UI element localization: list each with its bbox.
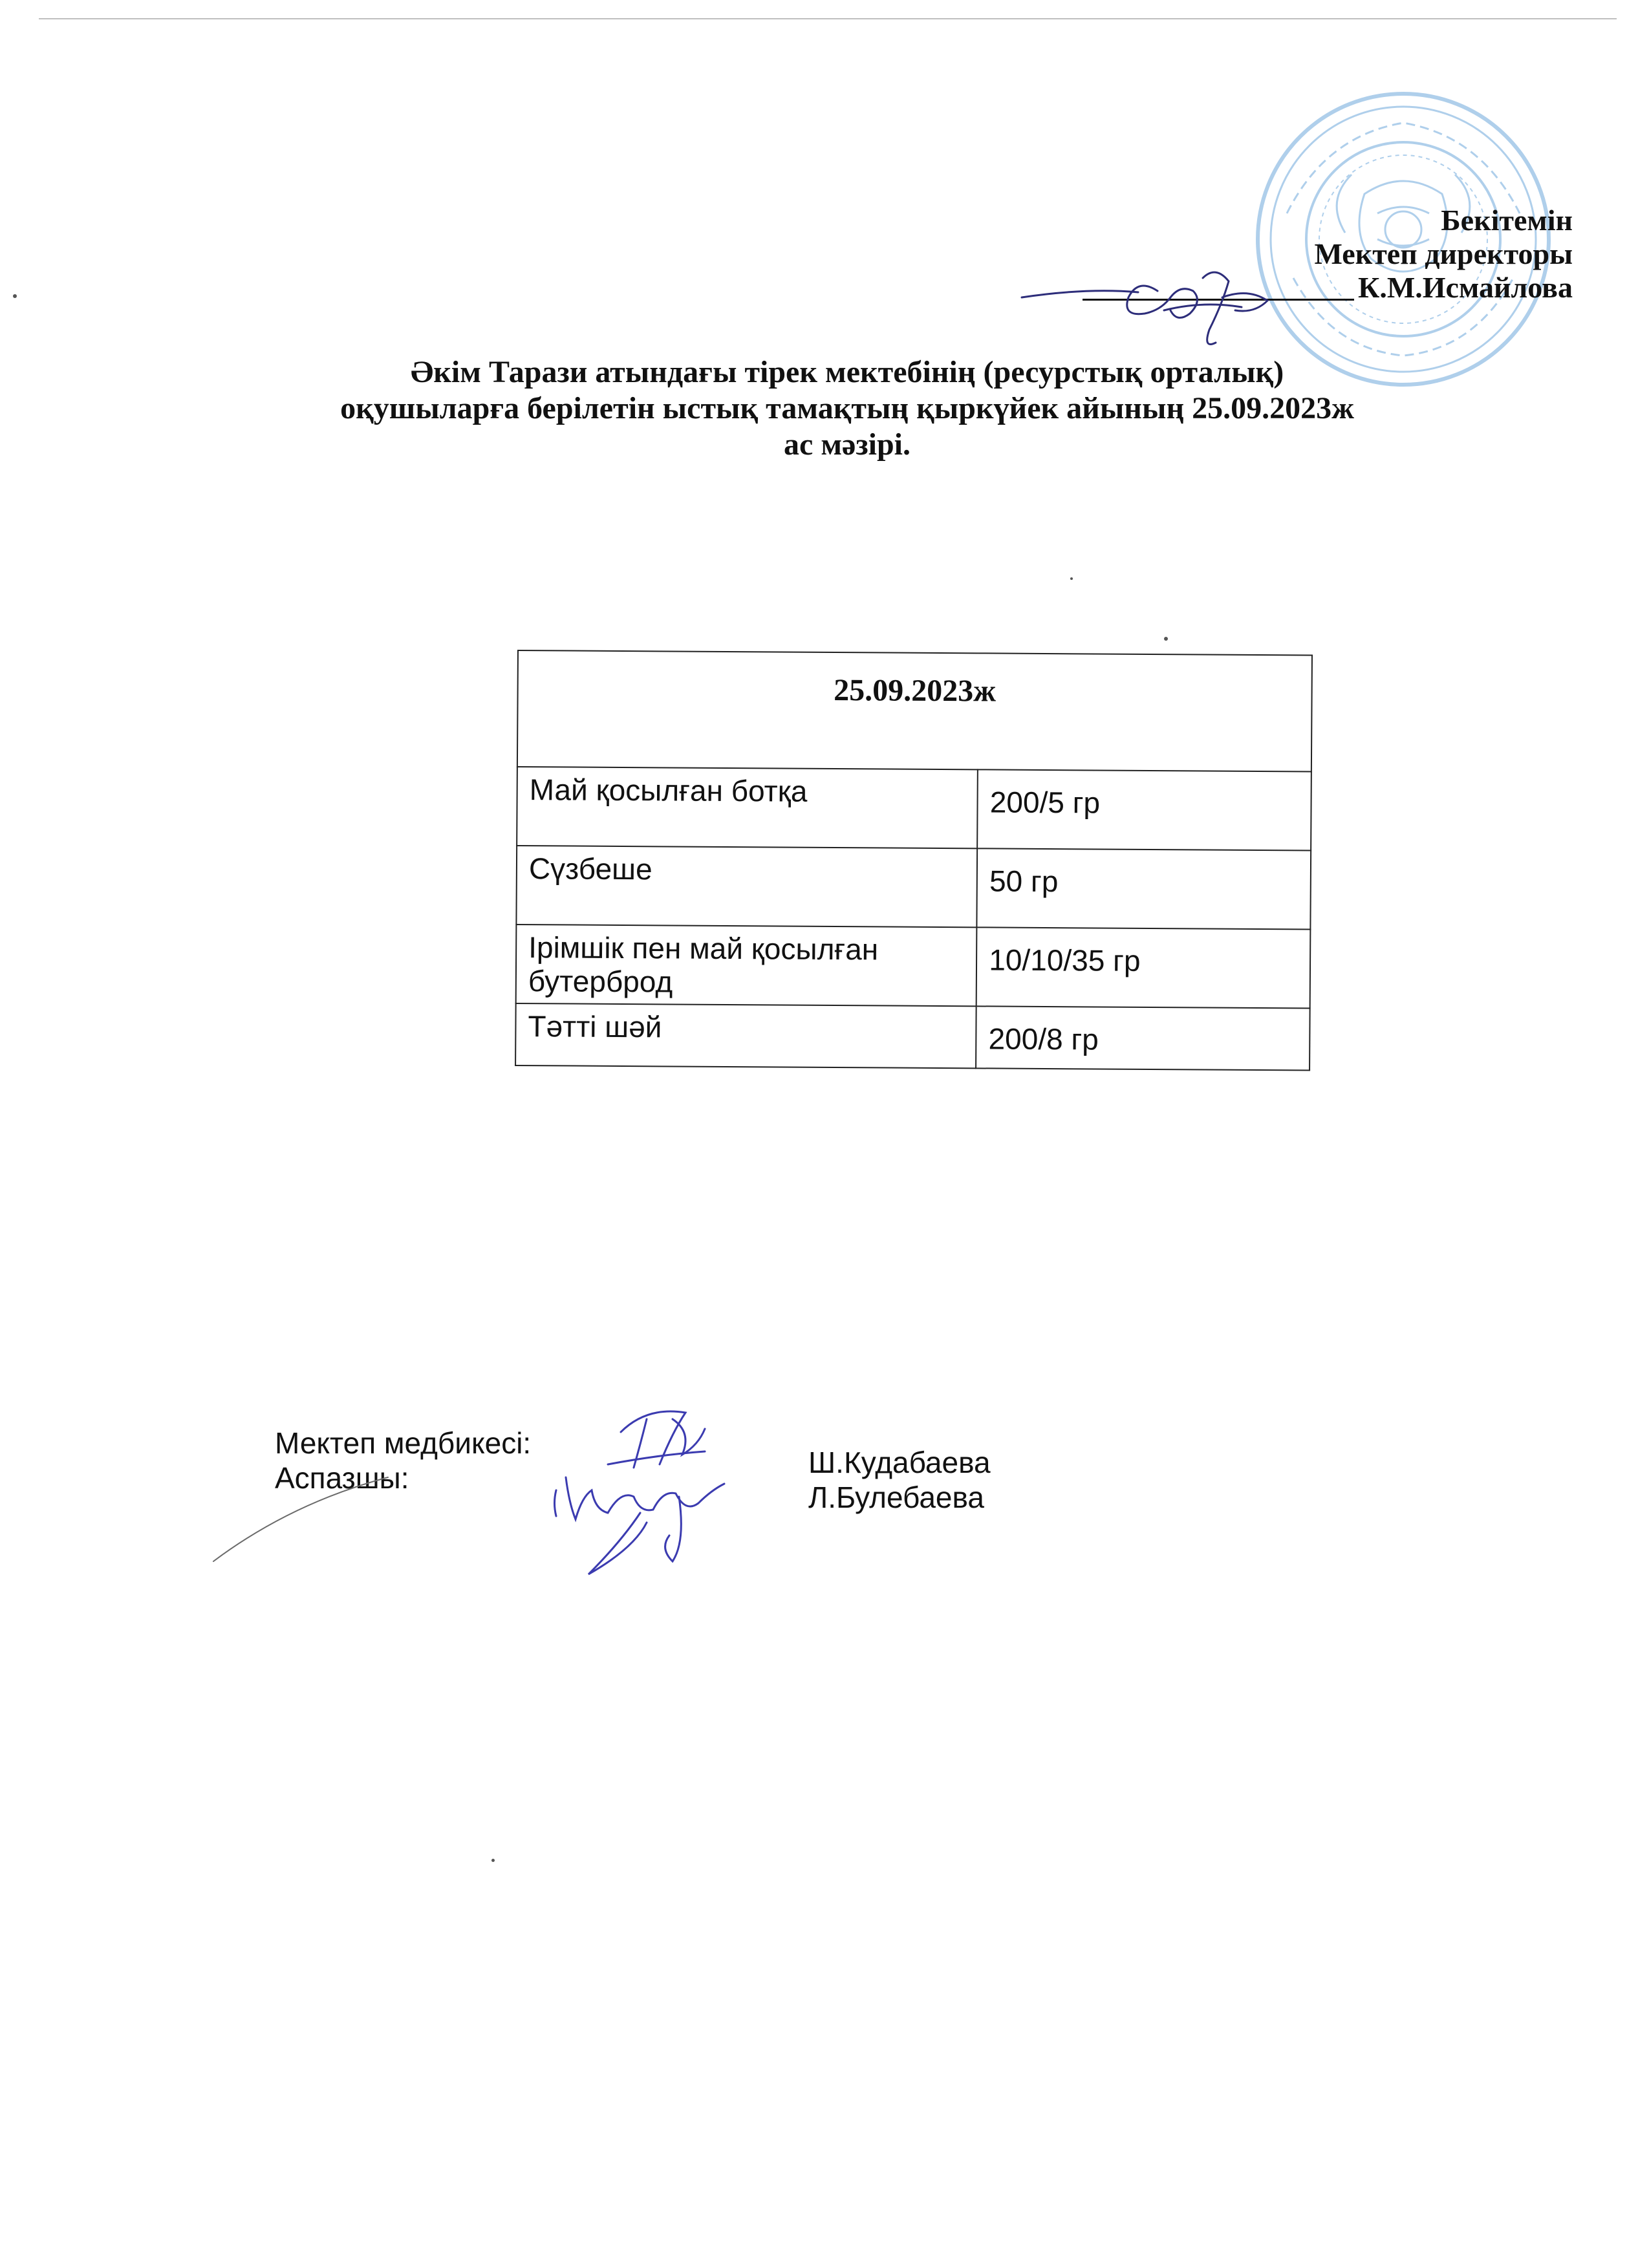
title-line-1: Әкім Тарази атындағы тірек мектебінің (ресурстық орталық) xyxy=(410,355,1284,389)
scan-speck xyxy=(1164,637,1168,641)
dish-name: Сүзбеше xyxy=(516,846,977,927)
table-row xyxy=(517,767,1311,850)
title-line-3: ас мәзірі. xyxy=(784,427,911,462)
dish-portion: 200/8 гр xyxy=(976,1006,1310,1070)
table-row xyxy=(516,925,1311,1008)
staff-signatures xyxy=(194,1393,750,1587)
footer-names xyxy=(808,1445,991,1515)
scan-edge-line xyxy=(39,18,1617,19)
menu-date-header: 25.09.2023ж xyxy=(517,650,1312,771)
dish-name: Ірімшік пен май қосылған бутерброд xyxy=(516,925,977,1006)
director-name: К.М.Исмайлова xyxy=(1358,271,1573,304)
document-title xyxy=(259,354,1436,463)
cook-role: Аспазшы: xyxy=(275,1461,409,1495)
scan-speck xyxy=(13,294,17,298)
dish-portion: 10/10/35 гр xyxy=(976,927,1311,1008)
table-row xyxy=(515,1003,1310,1070)
menu-table xyxy=(515,650,1313,1071)
scan-speck xyxy=(1070,577,1073,580)
table-row xyxy=(516,846,1311,929)
dish-name: Тәтті шәй xyxy=(515,1003,976,1068)
director-signature xyxy=(1009,252,1345,356)
nurse-role: Мектеп медбикесі: xyxy=(275,1426,532,1460)
dish-name: Май қосылған ботқа xyxy=(517,767,978,848)
scan-speck xyxy=(491,1859,495,1862)
cook-name: Л.Булебаева xyxy=(808,1481,985,1514)
approval-heading: Бекітемін xyxy=(1441,204,1573,237)
dish-portion: 200/5 гр xyxy=(977,769,1311,850)
title-line-2: оқушыларға берілетін ыстық тамақтың қыркүйек айының 25.09.2023ж xyxy=(340,391,1354,425)
director-position: Мектеп директоры xyxy=(1314,237,1573,270)
dish-portion: 50 гр xyxy=(977,848,1311,929)
nurse-name: Ш.Кудабаева xyxy=(808,1446,991,1479)
